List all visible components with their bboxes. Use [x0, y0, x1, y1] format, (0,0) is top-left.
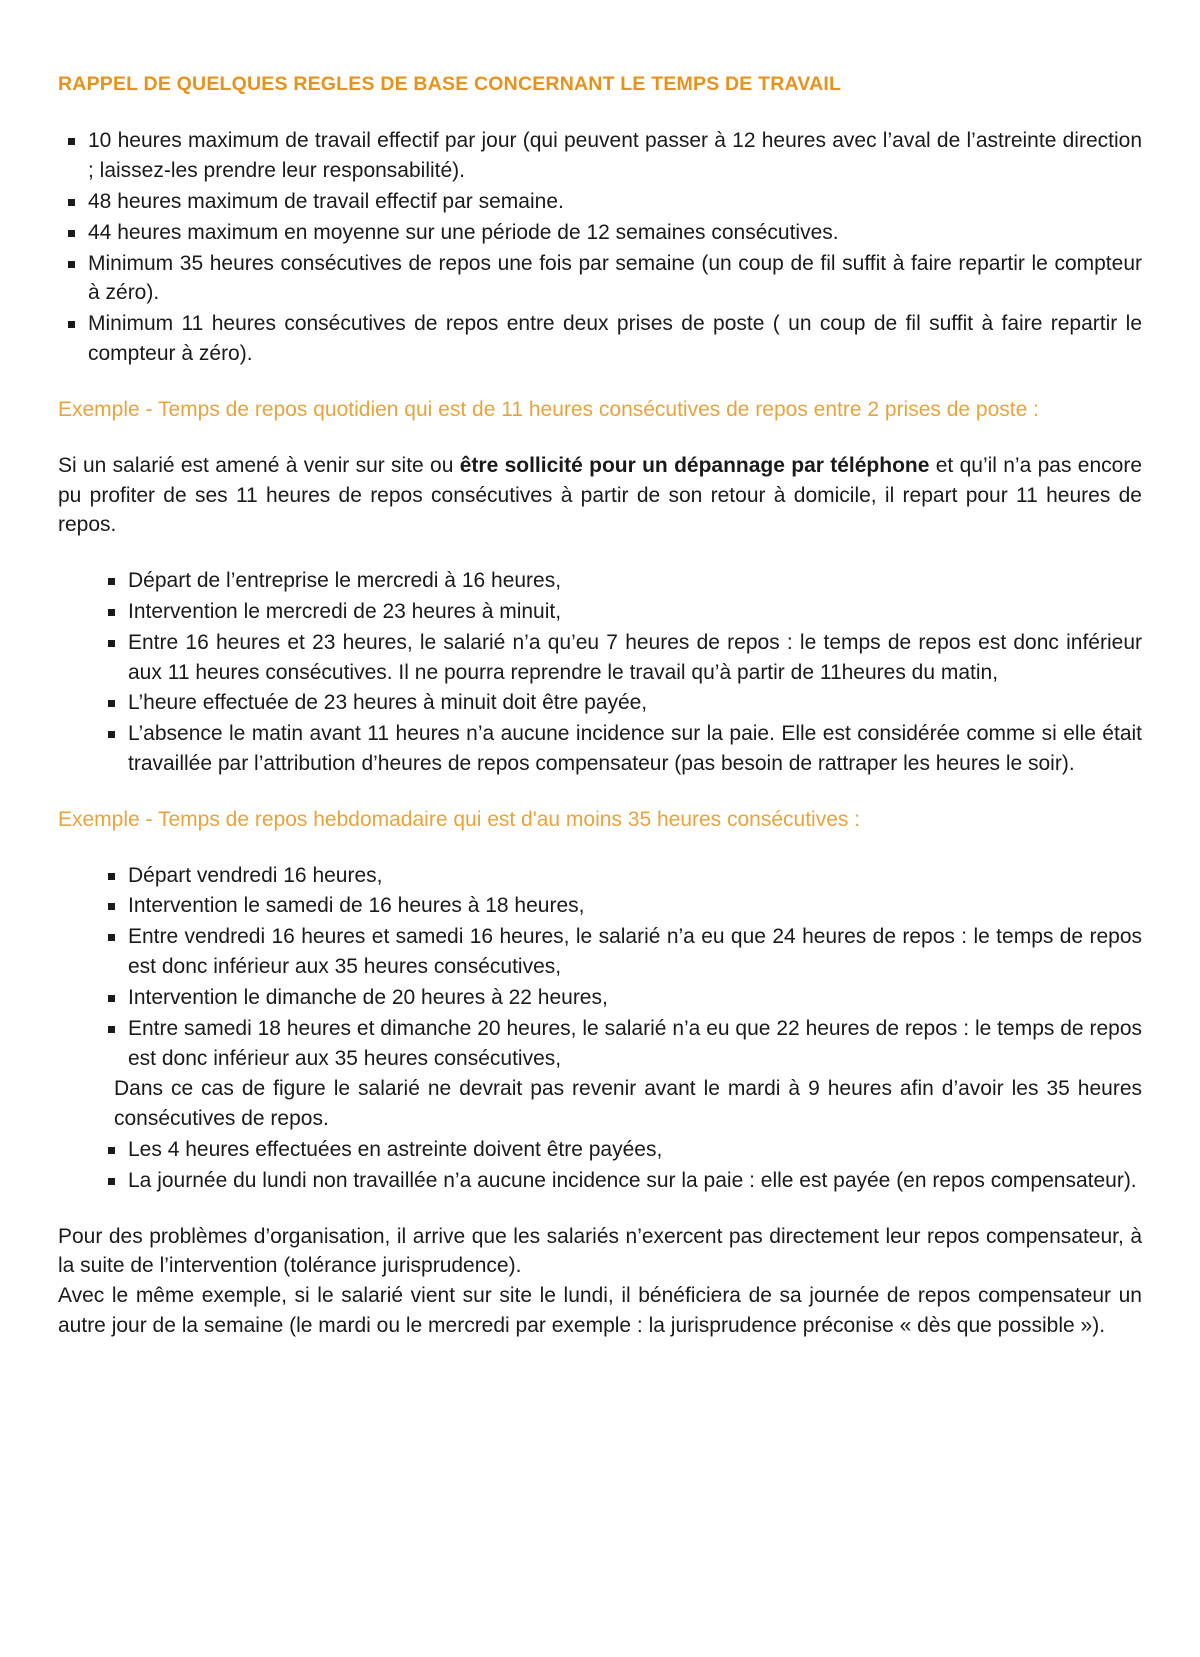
list-item: Entre samedi 18 heures et dimanche 20 heures, le salarié n’a eu que 22 heures de repos : le temps de repos est donc inférieur aux 35 heures consécutives, — [96, 1014, 1142, 1074]
example-weekly-heading: Exemple - Temps de repos hebdomadaire qui est d'au moins 35 heures consécutives : — [58, 807, 861, 831]
list-item: L’absence le matin avant 11 heures n’a aucune incidence sur la paie. Elle est considérée comme si elle était travaillée par l’attribution d’heures de repos compensateur (pas besoin de rattraper les heures le soir). — [96, 719, 1142, 779]
list-item: Minimum 11 heures consécutives de repos entre deux prises de poste ( un coup de fil suffit à faire repartir le compteur à zéro). — [58, 309, 1142, 369]
list-item: 44 heures maximum en moyenne sur une période de 12 semaines consécutives. — [58, 218, 1142, 248]
example-weekly-note: Dans ce cas de figure le salarié ne devrait pas revenir avant le mardi à 9 heures afin d’avoir les 35 heures consécutives de repos. — [114, 1077, 1142, 1131]
closing-paragraph-1: Pour des problèmes d’organisation, il arrive que les salariés n’exercent pas directement leur repos compensateur, à la suite de l’intervention (tolérance jurisprudence). — [58, 1224, 1142, 1278]
list-item: L’heure effectuée de 23 heures à minuit doit être payée, — [96, 688, 1142, 718]
closing-paragraph-2: Avec le même exemple, si le salarié vient sur site le lundi, il bénéficiera de sa journée de repos compensateur un autre jour de la semaine (le mardi ou le mercredi par exemple : la jurisprudence préconise « dès que possible »). — [58, 1284, 1142, 1337]
page-title: RAPPEL DE QUELQUES REGLES DE BASE CONCERNANT LE TEMPS DE TRAVAIL — [58, 73, 842, 95]
list-item: Intervention le mercredi de 23 heures à minuit, — [96, 597, 1142, 627]
example-daily-heading: Exemple - Temps de repos quotidien qui est de 11 heures consécutives de repos entre 2 prises de poste : — [58, 397, 1039, 421]
list-item: Intervention le samedi de 16 heures à 18 heures, — [96, 891, 1142, 921]
list-item: Départ vendredi 16 heures, — [96, 861, 1142, 891]
list-item: La journée du lundi non travaillée n’a aucune incidence sur la paie : elle est payée (en repos compensateur). — [96, 1166, 1142, 1196]
base-rules-list — [58, 126, 1142, 369]
example-daily-list — [58, 566, 1142, 779]
intro-text-after: et qu’il n’a pas encore pu profiter de ses 11 heures de repos consécutives à partir de son retour à domicile, il repart pour 11 heures de repos. — [58, 453, 1142, 537]
list-item: 10 heures maximum de travail effectif par jour (qui peuvent passer à 12 heures avec l’aval de l’astreinte direction ; laissez-les prendre leur responsabilité). — [58, 126, 1142, 186]
list-item: Minimum 35 heures consécutives de repos une fois par semaine (un coup de fil suffit à faire repartir le compteur à zéro). — [58, 249, 1142, 309]
example-weekly-list — [58, 861, 1142, 1196]
list-item: Les 4 heures effectuées en astreinte doivent être payées, — [96, 1135, 1142, 1165]
list-item: Départ de l’entreprise le mercredi à 16 heures, — [96, 566, 1142, 596]
list-item: Intervention le dimanche de 20 heures à 22 heures, — [96, 983, 1142, 1013]
list-item: 48 heures maximum de travail effectif par semaine. — [58, 187, 1142, 217]
intro-text-bold: être sollicité pour un dépannage par téléphone — [459, 453, 930, 477]
list-item: Entre vendredi 16 heures et samedi 16 heures, le salarié n’a eu que 24 heures de repos : le temps de repos est donc inférieur aux 35 heures consécutives, — [96, 922, 1142, 982]
intro-text-before: Si un salarié est amené à venir sur site ou — [58, 453, 460, 477]
example-daily-intro — [58, 451, 1142, 540]
list-item: Entre 16 heures et 23 heures, le salarié n’a qu’eu 7 heures de repos : le temps de repos est donc inférieur aux 11 heures consécutives. Il ne pourra reprendre le travail qu’à partir de 11heures du matin, — [96, 628, 1142, 688]
